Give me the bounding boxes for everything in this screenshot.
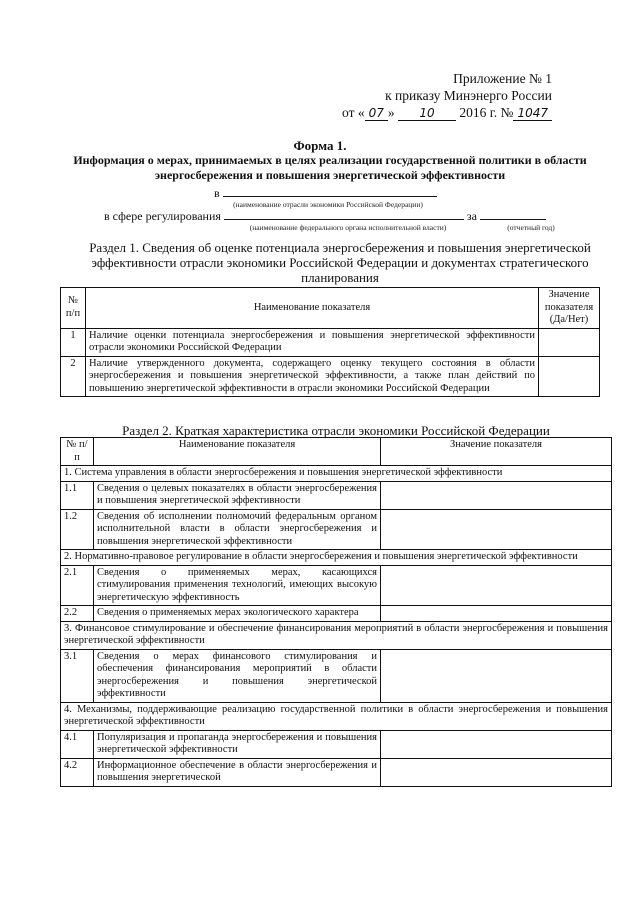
date-year-number: 2016 г. № <box>459 105 514 120</box>
field-for-hint: (отчетный год) <box>507 223 555 232</box>
table-row <box>61 565 612 606</box>
row-value[interactable] <box>381 481 612 509</box>
annex-order: к приказу Минэнерго России <box>385 88 552 103</box>
row-num: 2 <box>61 356 86 397</box>
header-value: Значение показателя <box>381 438 612 466</box>
row-value[interactable] <box>381 730 612 758</box>
row-text: Сведения о мерах финансового стимулирования и обеспечения финансирования мероприятий в области энергосбережения и повышения энергетической эффективности <box>94 649 381 702</box>
row-num: 2.2 <box>61 606 94 622</box>
row-text: Сведения об исполнении полномочий федеральным органом исполнительной власти в области энергосбережения и повышения энергетической эффективности <box>94 509 381 550</box>
row-text: Наличие утвержденного документа, содержащего оценку текущего состояния в области энергосбережения и повышения энергетической эффективности, а также план действий по повышению энергетической эффективности в отрасли экономики Российской Федерации <box>86 356 539 397</box>
field-sphere-line <box>224 209 464 220</box>
field-in-line <box>223 186 437 197</box>
table-header-row <box>61 288 600 329</box>
handwritten-day: 07 <box>365 107 388 121</box>
field-for-label: за <box>466 209 477 223</box>
row-text: Сведения о целевых показателях в области энергосбережения и повышения энергетической эффективности <box>94 481 381 509</box>
field-in-label: в <box>214 186 220 200</box>
annex-header <box>0 70 552 121</box>
row-num: 4.2 <box>61 758 94 786</box>
row-num: 1.2 <box>61 509 94 550</box>
row-text: Наличие оценки потенциала энергосбережения и повышения энергетической эффективности отрасли экономики Российской Федерации <box>86 328 539 356</box>
row-text: Популяризация и пропаганда энергосбережения и повышения энергетической эффективности <box>94 730 381 758</box>
group-row <box>61 550 612 566</box>
field-in <box>214 186 437 201</box>
handwritten-month: 10 <box>398 107 456 121</box>
date-prefix: от « <box>342 105 365 120</box>
row-value[interactable] <box>381 565 612 606</box>
field-in-hint: (наименование отрасли экономики Российской Федерации) <box>233 200 423 209</box>
row-num: 1.1 <box>61 481 94 509</box>
row-value[interactable] <box>381 606 612 622</box>
header-num: № п/п <box>61 438 94 466</box>
row-text: Сведения о применяемых мерах экологического характера <box>94 606 381 622</box>
row-value[interactable] <box>381 649 612 702</box>
table-row <box>61 649 612 702</box>
section2-heading: Раздел 2. Краткая характеристика отрасли экономики Российской Федерации <box>122 423 550 438</box>
group-title: 1. Система управления в области энергосбережения и повышения энергетической эффективности <box>61 466 612 482</box>
table-row <box>61 328 600 356</box>
row-value[interactable] <box>539 356 600 397</box>
table-row <box>61 606 612 622</box>
field-for-line <box>480 209 546 220</box>
field-sphere <box>104 209 546 224</box>
row-value[interactable] <box>539 328 600 356</box>
group-row <box>61 702 612 730</box>
header-name: Наименование показателя <box>86 288 539 329</box>
header-num: № п/п <box>61 288 86 329</box>
table-row <box>61 356 600 397</box>
group-row <box>61 621 612 649</box>
handwritten-number: 1047 <box>513 107 552 121</box>
row-value[interactable] <box>381 509 612 550</box>
group-title: 3. Финансовое стимулирование и обеспечение финансирования мероприятий в области энергосбережения и повышения энергетической эффективности <box>61 621 612 649</box>
field-sphere-label: в сфере регулирования <box>104 209 221 223</box>
row-value[interactable] <box>381 758 612 786</box>
form-title: Форма 1. <box>293 138 347 153</box>
row-num: 2.1 <box>61 565 94 606</box>
date-mid: » <box>387 105 395 120</box>
field-sphere-hint: (наименование федерального органа исполнительной власти) <box>249 223 447 232</box>
group-title: 4. Механизмы, поддерживающие реализацию государственной политики в области энергосбережения и повышения энергетической эффективности <box>61 702 612 730</box>
table-row <box>61 758 612 786</box>
section2-table <box>60 437 612 787</box>
group-title: 2. Нормативно-правовое регулирование в области энергосбережения и повышения энергетической эффективности <box>61 550 612 566</box>
annex-date-line <box>0 104 552 121</box>
section1-table <box>60 287 600 397</box>
table-row <box>61 481 612 509</box>
header-name: Наименование показателя <box>94 438 381 466</box>
annex-title: Приложение № 1 <box>453 71 552 86</box>
header-value: Значение показателя (Да/Нет) <box>539 288 600 329</box>
table-header-row <box>61 438 612 466</box>
group-row <box>61 466 612 482</box>
row-num: 1 <box>61 328 86 356</box>
form-subtitle: Информация о мерах, принимаемых в целях реализации государственной политики в области энергосбережения и повышения энергетической эффективности <box>73 153 587 182</box>
section1-heading: Раздел 1. Сведения об оценке потенциала энергосбережения и повышения энергетической эффективности отрасли экономики Российской Федерации и документах стратегического планирования <box>89 240 591 285</box>
table-row <box>61 730 612 758</box>
table-row <box>61 509 612 550</box>
row-num: 3.1 <box>61 649 94 702</box>
row-num: 4.1 <box>61 730 94 758</box>
row-text: Сведения о применяемых мерах, касающихся стимулирования применения технологий, имеющих высокую энергетическую эффективность <box>94 565 381 606</box>
row-text: Информационное обеспечение в области энергосбережения и повышения энергетической <box>94 758 381 786</box>
